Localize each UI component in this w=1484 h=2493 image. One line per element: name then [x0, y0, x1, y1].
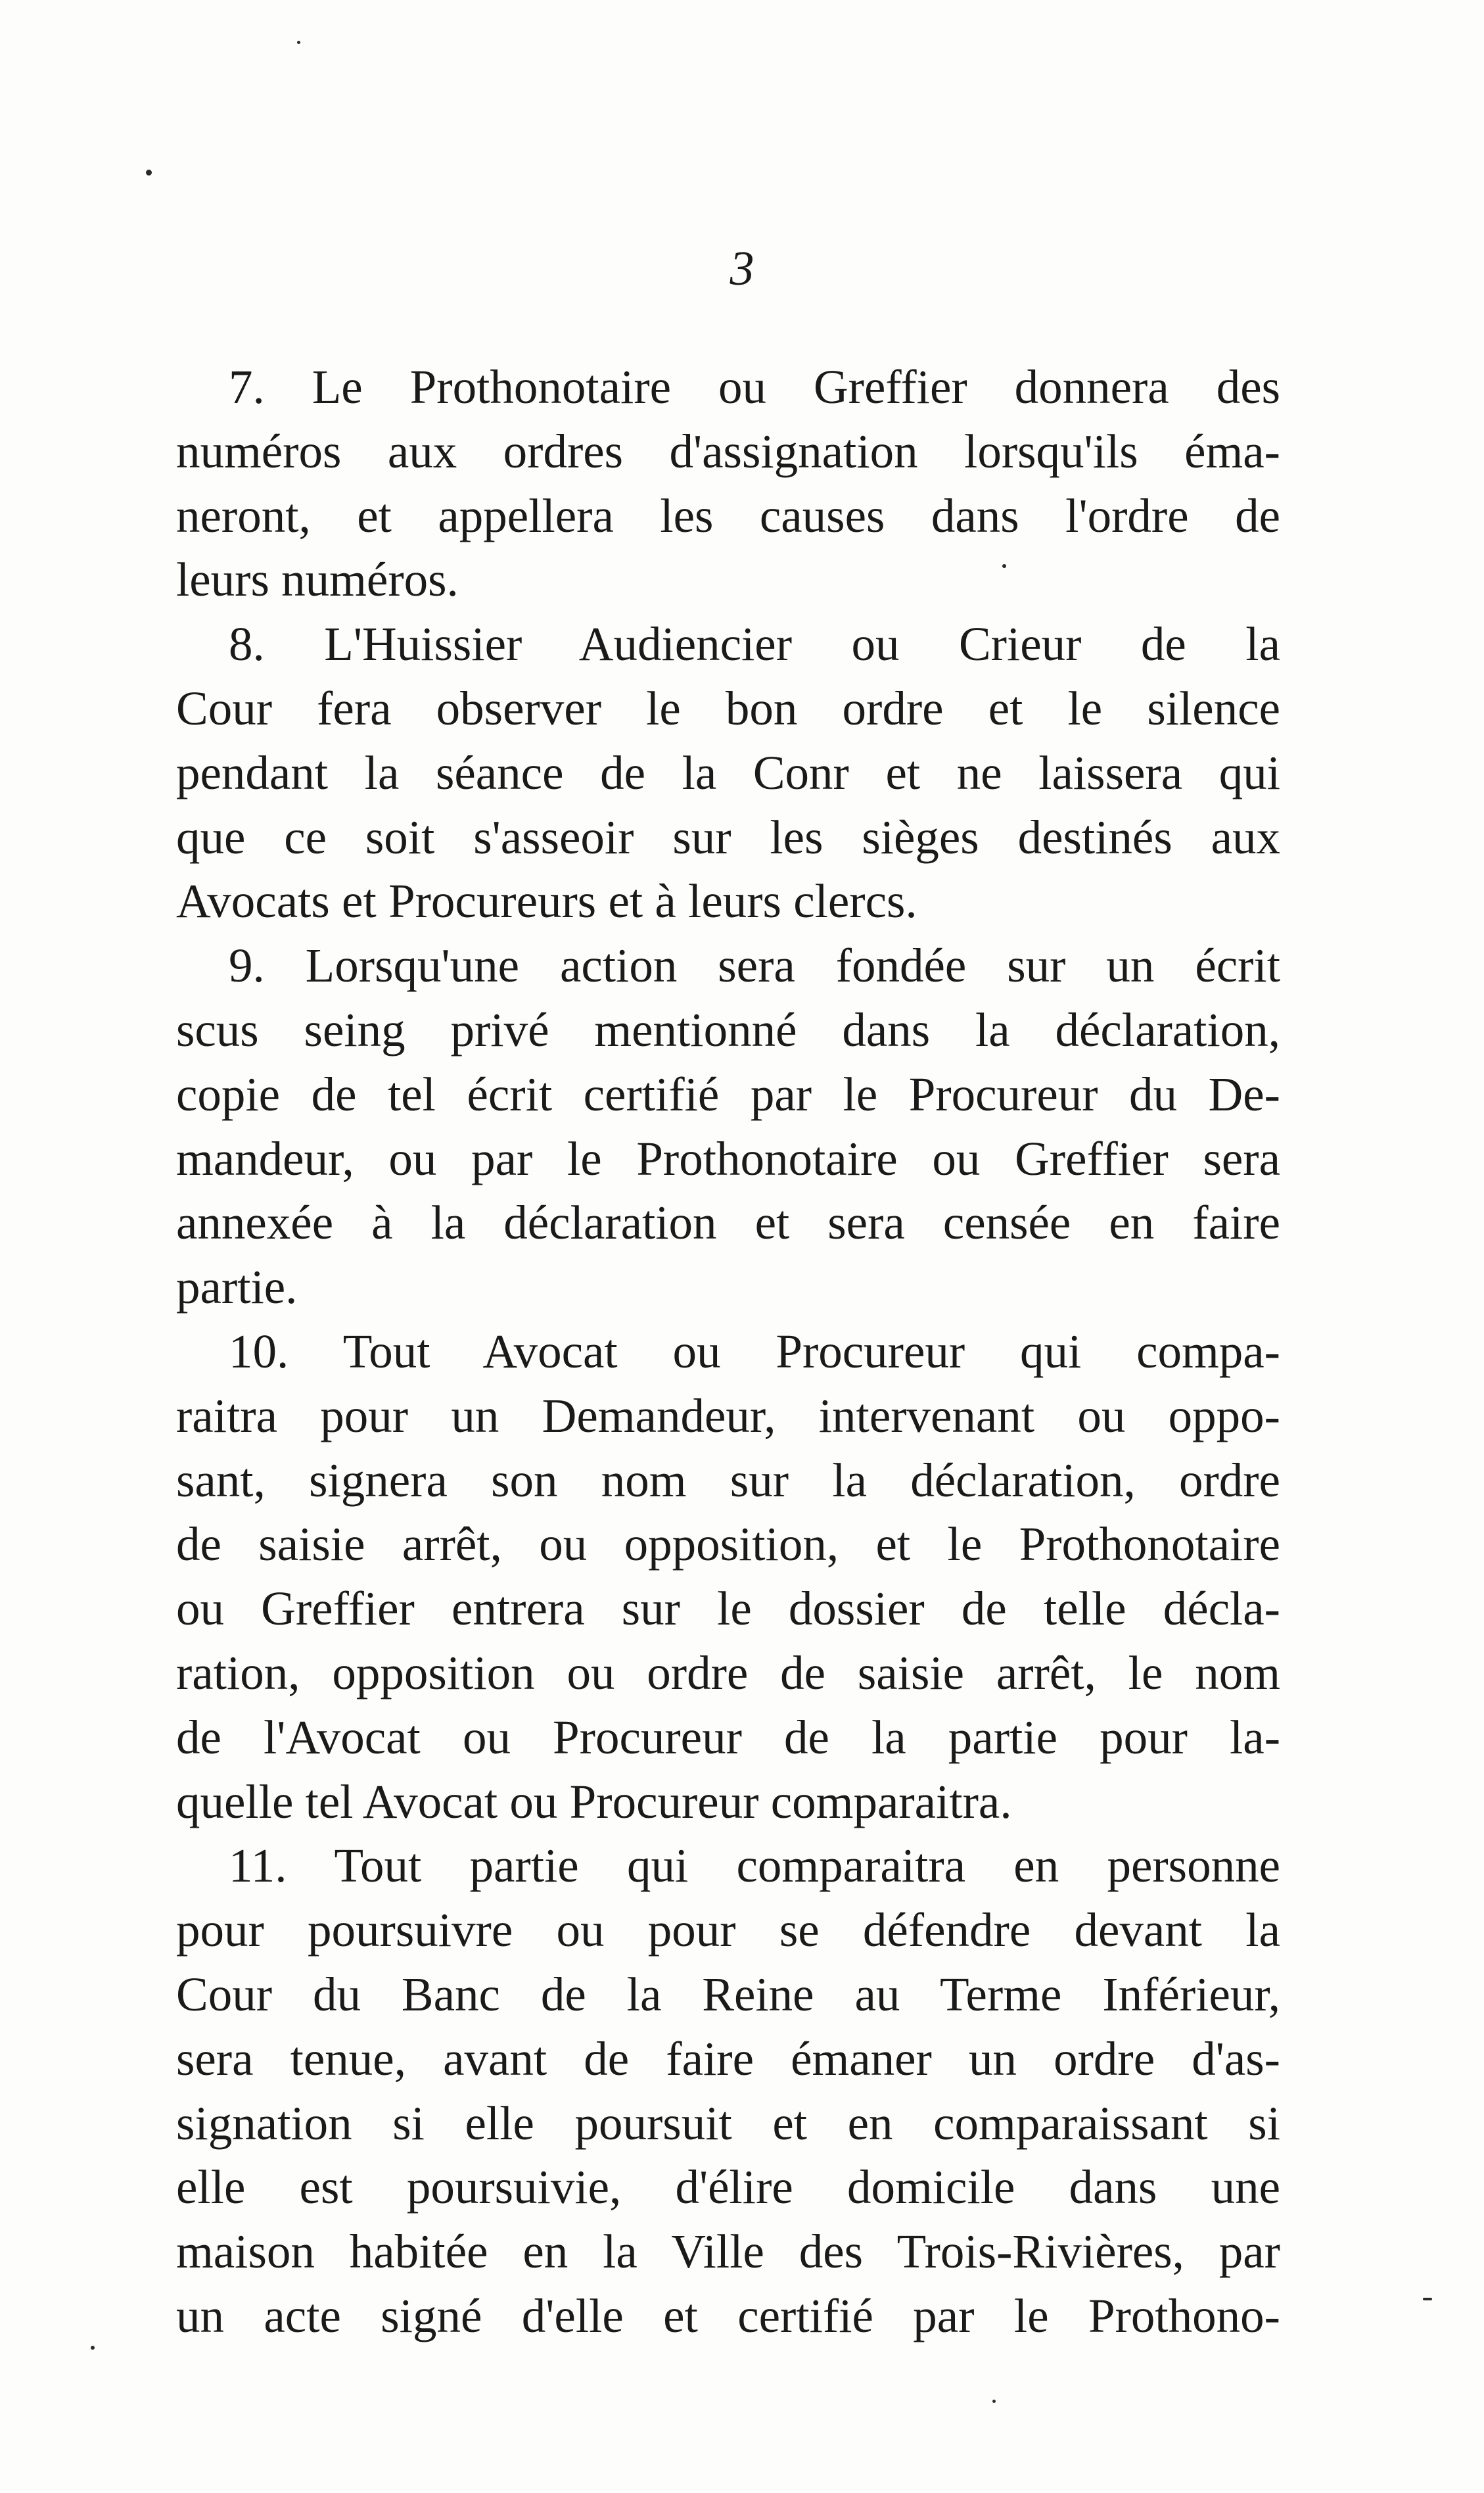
text-line: que ce soit s'asseoir sur les sièges destinés aux: [176, 810, 1280, 864]
text-line: 10. Tout Avocat ou Procureur qui compa-: [229, 1324, 1280, 1378]
text-line: annexée à la déclaration et sera censée en faire: [176, 1196, 1280, 1250]
scan-speck: [1423, 2298, 1432, 2300]
scan-speck: [297, 41, 300, 44]
scan-speck: [1002, 564, 1006, 568]
text-line: partie.: [176, 1260, 298, 1314]
text-line: neront, et appellera les causes dans l'ordre de: [176, 488, 1280, 542]
text-line: 7. Le Prothonotaire ou Greffier donnera des: [229, 360, 1280, 414]
text-line: Avocats et Procureurs et à leurs clercs.: [176, 874, 917, 928]
text-line: de l'Avocat ou Procureur de la partie pour la-: [176, 1710, 1280, 1764]
text-line: mandeur, ou par le Prothonotaire ou Greffier sera: [176, 1131, 1280, 1185]
text-line: Cour fera observer le bon ordre et le silence: [176, 681, 1280, 735]
body-text: [176, 355, 1280, 2348]
page-number: 3: [730, 242, 754, 296]
text-line: Cour du Banc de la Reine au Terme Inférieur,: [176, 1967, 1280, 2021]
scan-speck: [146, 170, 152, 176]
text-line: pendant la séance de la Conr et ne laissera qui: [176, 746, 1280, 799]
text-line: quelle tel Avocat ou Procureur comparaitra.: [176, 1774, 1012, 1828]
text-line: sera tenue, avant de faire émaner un ordre d'as-: [176, 2031, 1280, 2085]
text-line: 9. Lorsqu'une action sera fondée sur un écrit: [229, 939, 1280, 993]
text-line: 11. Tout partie qui comparaitra en personne: [229, 1839, 1280, 1893]
text-line: scus seing privé mentionné dans la déclaration,: [176, 1003, 1280, 1057]
text-line: maison habitée en la Ville des Trois-Rivières, par: [176, 2225, 1280, 2279]
text-line: de saisie arrêt, ou opposition, et le Prothonotaire: [176, 1517, 1280, 1571]
text-line: elle est poursuivie, d'élire domicile dans une: [176, 2160, 1280, 2214]
text-line: ration, opposition ou ordre de saisie arrêt, le nom: [176, 1646, 1280, 1699]
text-line: un acte signé d'elle et certifié par le Prothono-: [176, 2289, 1280, 2342]
text-line: sant, signera son nom sur la déclaration, ordre: [176, 1453, 1280, 1507]
text-line: leurs numéros.: [176, 553, 459, 607]
text-line: pour poursuivre ou pour se défendre devant la: [176, 1903, 1280, 1957]
scan-speck: [992, 2400, 996, 2403]
text-line: raitra pour un Demandeur, intervenant ou oppo-: [176, 1389, 1280, 1442]
text-line: copie de tel écrit certifié par le Procureur du De-: [176, 1067, 1280, 1121]
text-line: 8. L'Huissier Audiencier ou Crieur de la: [229, 617, 1280, 671]
text-line: signation si elle poursuit et en comparaissant si: [176, 2096, 1280, 2150]
scan-speck: [91, 2346, 95, 2350]
text-line: ou Greffier entrera sur le dossier de telle décla-: [176, 1582, 1280, 1636]
text-line: numéros aux ordres d'assignation lorsqu'ils éma-: [176, 424, 1280, 478]
